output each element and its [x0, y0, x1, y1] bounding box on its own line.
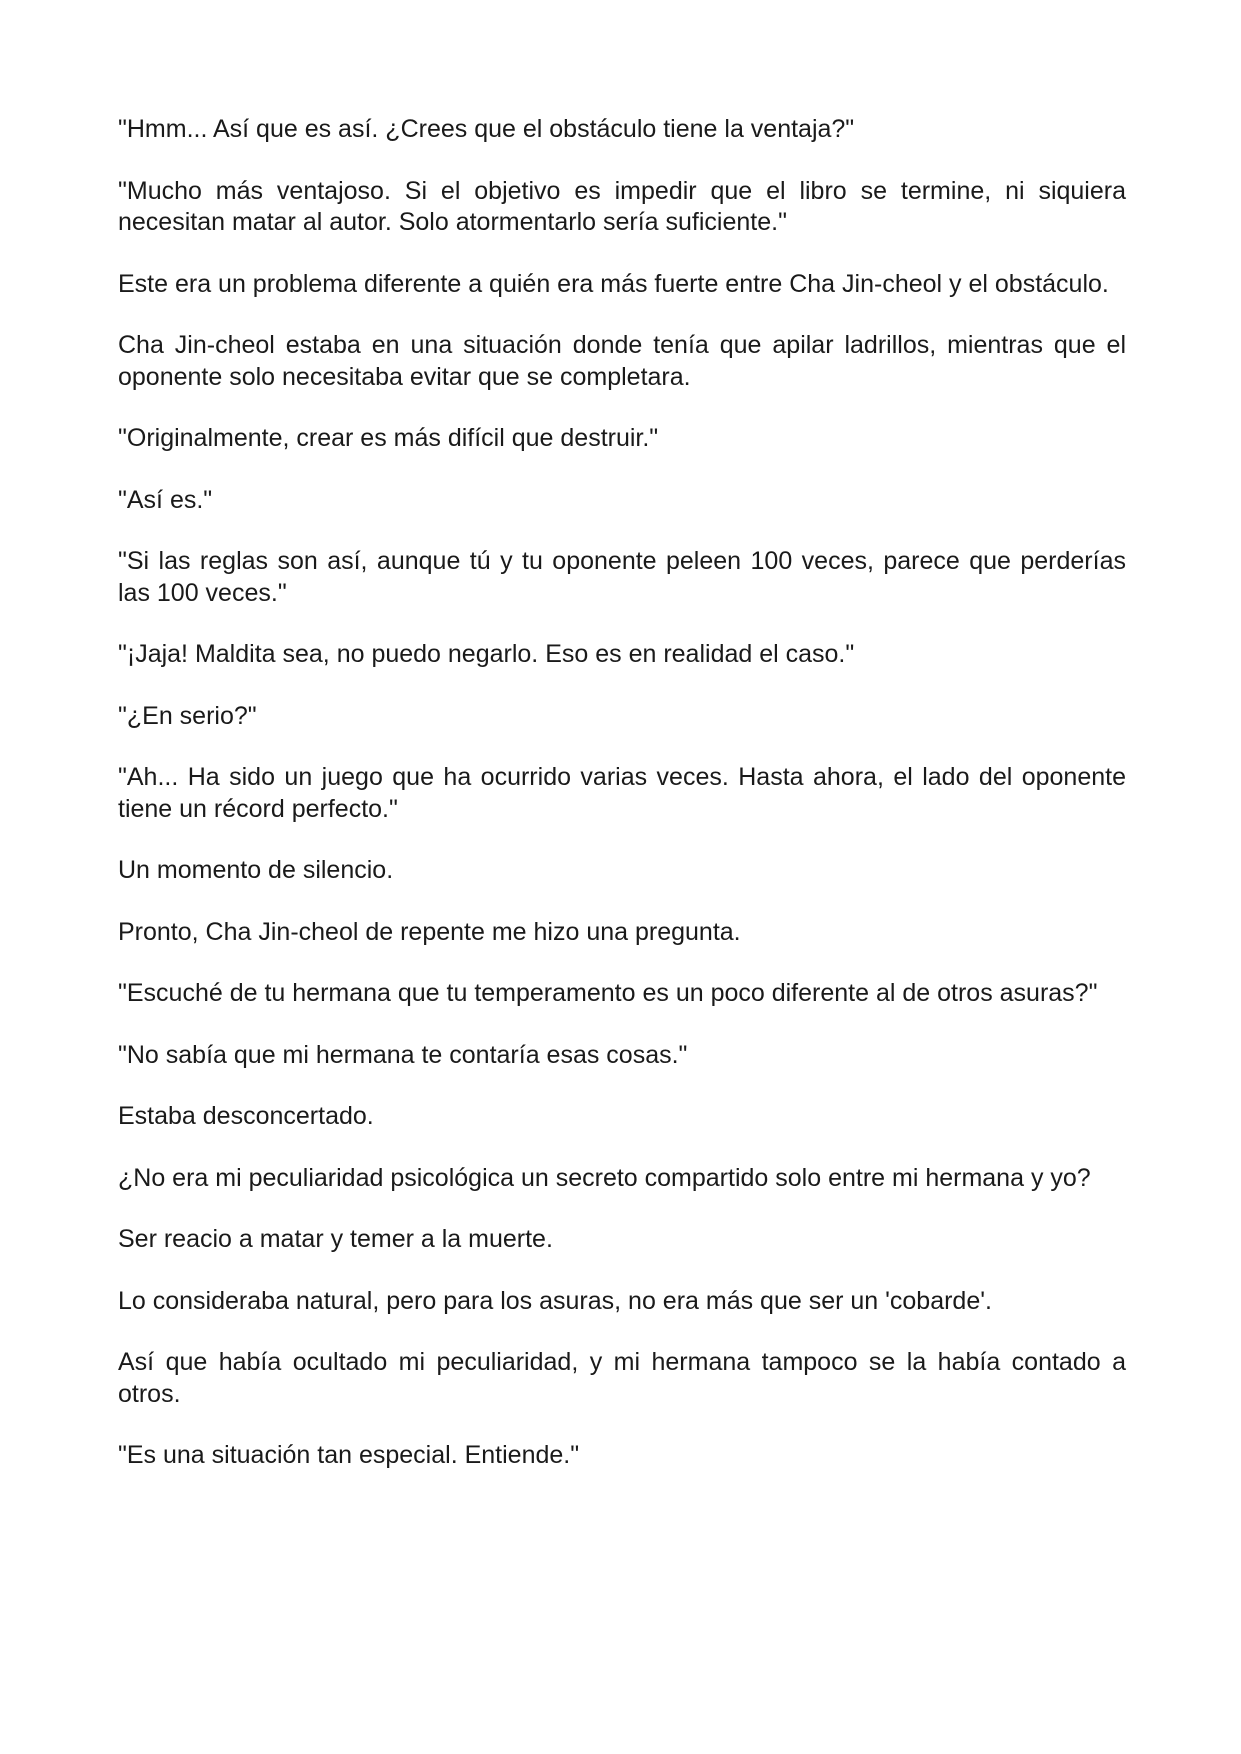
paragraph: "Ah... Ha sido un juego que ha ocurrido varias veces. Hasta ahora, el lado del oponente tiene un récord perfecto.": [118, 763, 1126, 823]
paragraph: Estaba desconcertado.: [118, 1102, 374, 1130]
paragraph: "Es una situación tan especial. Entiende.": [118, 1441, 580, 1469]
paragraph: "Escuché de tu hermana que tu temperamento es un poco diferente al de otros asuras?": [118, 979, 1098, 1007]
paragraph: "Si las reglas son así, aunque tú y tu oponente peleen 100 veces, parece que perderías las 100 veces.": [118, 547, 1126, 607]
paragraph: "Hmm... Así que es así. ¿Crees que el obstáculo tiene la ventaja?": [118, 115, 855, 143]
paragraph: ¿No era mi peculiaridad psicológica un secreto compartido solo entre mi hermana y yo?: [118, 1163, 1091, 1192]
paragraph: Este era un problema diferente a quién era más fuerte entre Cha Jin-cheol y el obstáculo.: [118, 269, 1109, 298]
paragraph: "¡Jaja! Maldita sea, no puedo negarlo. Eso es en realidad el caso.": [118, 640, 855, 668]
document-page: [118, 114, 1126, 1502]
paragraph: "No sabía que mi hermana te contaría esas cosas.": [118, 1040, 688, 1069]
paragraph: Lo consideraba natural, pero para los asuras, no era más que ser un 'cobarde'.: [118, 1286, 992, 1315]
paragraph: Un momento de silencio.: [118, 856, 394, 884]
paragraph: Cha Jin-cheol estaba en una situación donde tenía que apilar ladrillos, mientras que el oponente solo necesitaba evitar que se completara.: [118, 331, 1126, 391]
paragraph: "¿En serio?": [118, 701, 257, 730]
paragraph: Así que había ocultado mi peculiaridad, y mi hermana tampoco se la había contado a otros.: [118, 1348, 1126, 1408]
paragraph: Ser reacio a matar y temer a la muerte.: [118, 1225, 553, 1253]
paragraph: Pronto, Cha Jin-cheol de repente me hizo una pregunta.: [118, 917, 741, 946]
paragraph: "Mucho más ventajoso. Si el objetivo es impedir que el libro se termine, ni siquiera necesitan matar al autor. Solo atormentarlo sería suficiente.": [118, 176, 1126, 236]
paragraph: "Así es.": [118, 485, 213, 514]
paragraph: "Originalmente, crear es más difícil que destruir.": [118, 424, 659, 452]
